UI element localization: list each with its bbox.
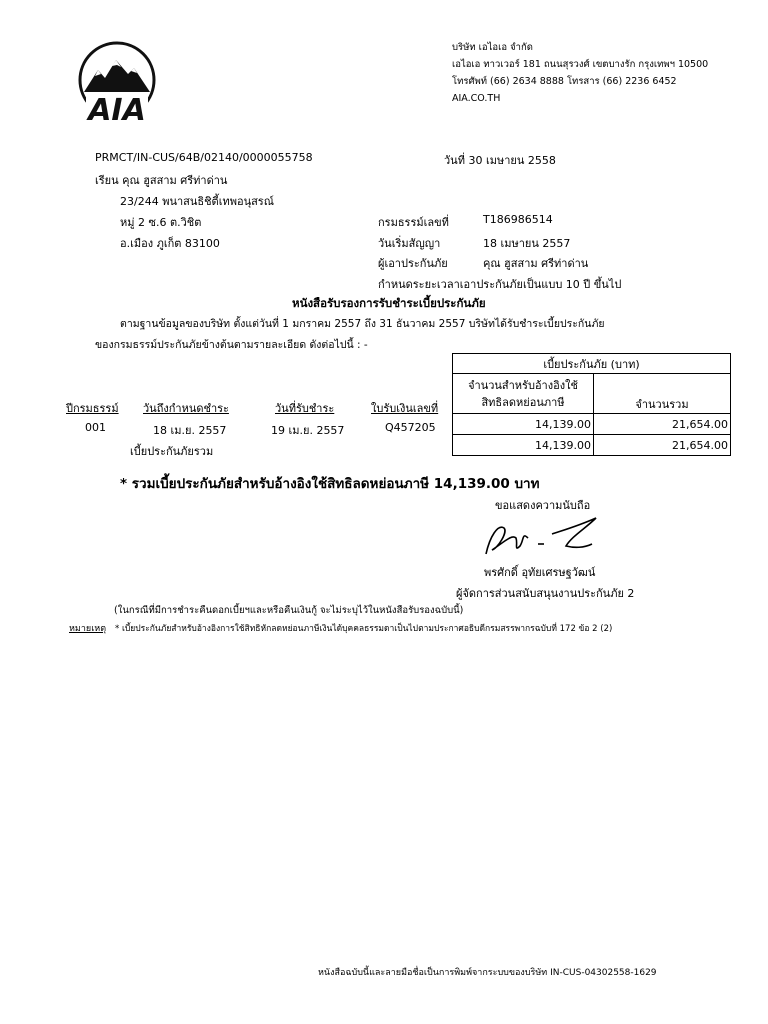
header-deductible xyxy=(453,374,594,414)
letter-date: วันที่ 30 เมษายน 2558 xyxy=(444,154,556,167)
policy-number: T186986514 xyxy=(483,213,553,226)
recipient-line: 23/244 พนาสนธิชิตี้เทพอนุสรณ์ xyxy=(120,195,274,208)
refund-note: (ในกรณีที่มีการชำระคืนดอกเบี้ยฯและหรือคืนเงินกู้ จะไม่ระบุไว้ในหนังสือรับรองฉบับนี้) xyxy=(114,605,464,616)
sum-total: 21,654.00 xyxy=(594,435,731,456)
footer-note: หนังสือฉบับนี้และลายมือชื่อเป็นการพิมพ์จากระบบของบริษัท IN-CUS-04302558-1629 xyxy=(318,968,657,978)
closing: ขอแสดงความนับถือ xyxy=(495,499,591,512)
header-paid-date: วันที่รับชำระ xyxy=(275,402,335,415)
row-due-date: 18 เม.ย. 2557 xyxy=(153,424,227,437)
header-deductible-line2: สิทธิลดหย่อนภาษี xyxy=(481,395,565,409)
body-line: ของกรมธรรม์ประกันภัยข้างต้นตามรายละเอียด ดังต่อไปนี้ : - xyxy=(95,339,368,351)
header-policy-year: ปีกรมธรรม์ xyxy=(66,402,119,415)
company-phone: โทรศัพท์ (66) 2634 8888 โทรสาร (66) 2236 6452 xyxy=(452,76,677,87)
document-title: หนังสือรับรองการรับชำระเบี้ยประกันภัย xyxy=(292,296,486,310)
signer-title: ผู้จัดการส่วนสนับสนุนงานประกันภัย 2 xyxy=(456,587,635,600)
recipient-line: หมู่ 2 ซ.6 ต.วิชิต xyxy=(120,216,202,229)
signature-icon xyxy=(478,514,604,560)
remark-text: * เบี้ยประกันภัยสำหรับอ้างอิงการใช้สิทธิหักลดหย่อนภาษีเงินได้บุคคลธรรมดาเป็นไปตามประกาศอธิบดีกรมสรรพากรฉบับที่ 172 ข้อ 2 (2) xyxy=(115,624,613,634)
company-name: บริษัท เอไอเอ จำกัด xyxy=(452,42,533,53)
premium-table xyxy=(452,353,731,456)
policy-number-label: กรมธรรม์เลขที่ xyxy=(378,216,449,229)
row-receipt-no: Q457205 xyxy=(385,421,436,434)
recipient-line: เรียน คุณ ฮูสสาม ศรีท่าด่าน xyxy=(95,174,228,187)
summary-total: * รวมเบี้ยประกันภัยสำหรับอ้างอิงใช้สิทธิลดหย่อนภาษี 14,139.00 บาท xyxy=(120,476,540,492)
policy-start: 18 เมษายน 2557 xyxy=(483,237,571,250)
remark-label: หมายเหตุ xyxy=(69,624,107,634)
policy-term-note: กำหนดระยะเวลาเอาประกันภัยเป็นแบบ 10 ปี ขึ้นไป xyxy=(378,278,622,291)
company-address: เอไอเอ ทาวเวอร์ 181 ถนนสุรวงศ์ เขตบางรัก กรุงเทพฯ 10500 xyxy=(452,59,709,70)
row-paid-date: 19 เม.ย. 2557 xyxy=(271,424,345,437)
policy-start-label: วันเริ่มสัญญา xyxy=(378,237,441,250)
row-deductible: 14,139.00 xyxy=(453,414,594,435)
aia-logo-icon xyxy=(76,40,158,126)
header-due-date: วันถึงกำหนดชำระ xyxy=(143,402,229,415)
insured-label: ผู้เอาประกันภัย xyxy=(378,257,448,270)
recipient-line: อ.เมือง ภูเก็ต 83100 xyxy=(120,237,220,250)
signature xyxy=(478,514,604,560)
company-logo xyxy=(76,40,158,126)
row-policy-year: 001 xyxy=(85,421,106,434)
logo-text: AIA xyxy=(88,93,146,126)
header-total: จำนวนรวม xyxy=(594,374,731,414)
premium-group-header: เบี้ยประกันภัย (บาท) xyxy=(453,354,731,374)
signer-name: พรศักดิ์ อุทัยเศรษฐวัฒน์ xyxy=(484,566,596,579)
insured-name: คุณ ฮูสสาม ศรีท่าด่าน xyxy=(483,257,589,270)
row-total: 21,654.00 xyxy=(594,414,731,435)
header-deductible-line1: จำนวนสำหรับอ้างอิงใช้ xyxy=(468,378,578,392)
header-receipt-no: ใบรับเงินเลขที่ xyxy=(371,402,439,415)
sum-label: เบี้ยประกันภัยรวม xyxy=(130,445,214,458)
body-line: ตามฐานข้อมูลของบริษัท ตั้งแต่วันที่ 1 มกราคม 2557 ถึง 31 ธันวาคม 2557 บริษัทได้รับชำระเบี้ยประกันภัย xyxy=(120,318,605,330)
sum-deductible: 14,139.00 xyxy=(453,435,594,456)
reference-number: PRMCT/IN-CUS/64B/02140/0000055758 xyxy=(95,151,313,164)
company-website: AIA.CO.TH xyxy=(452,93,501,104)
